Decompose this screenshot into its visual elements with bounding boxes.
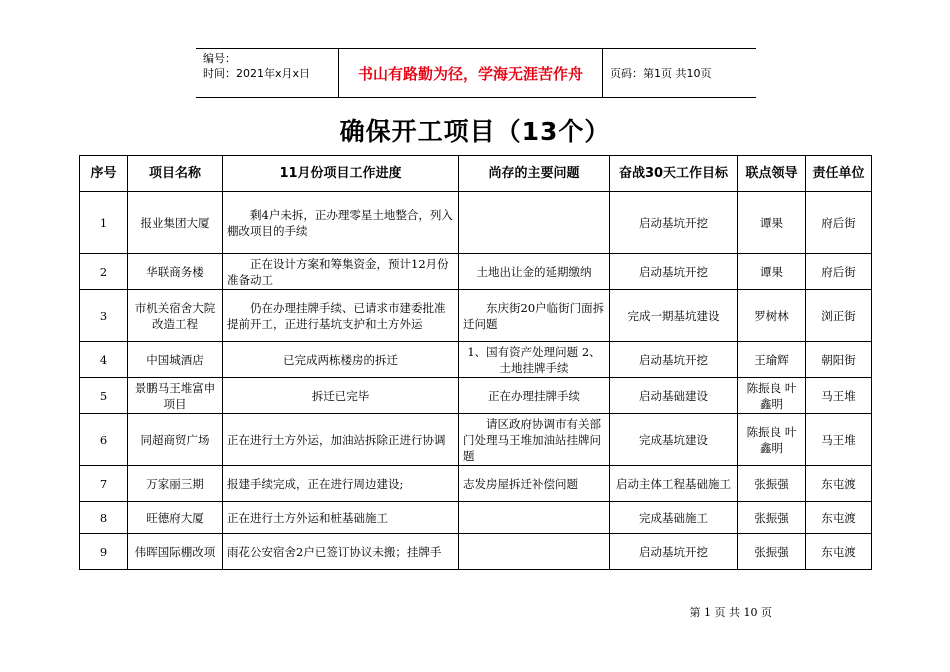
cell-progress: 雨花公安宿舍2户已签订协议未搬；挂牌手 [223,534,459,570]
cell-issue: 请区政府协调市有关部门处理马王堆加油站挂牌问题 [459,414,610,466]
cell-no: 4 [80,342,128,378]
cell-progress: 已完成两栋楼房的拆迁 [223,342,459,378]
cell-leader: 谭果 [738,254,806,290]
col-header: 序号 [80,156,128,192]
cell-issue: 正在办理挂牌手续 [459,378,610,414]
col-header: 责任单位 [806,156,872,192]
col-header: 项目名称 [128,156,223,192]
cell-issue: 东庆街20户临街门面拆迁问题 [459,290,610,342]
cell-unit: 府后街 [806,254,872,290]
table-row [80,502,872,534]
table-row [80,534,872,570]
cell-leader: 陈振良 叶鑫明 [738,414,806,466]
cell-goal: 启动基础建设 [610,378,738,414]
projects-table [79,155,872,570]
col-header: 尚存的主要问题 [459,156,610,192]
table-row [80,290,872,342]
cell-goal: 完成基础施工 [610,502,738,534]
table-row [80,342,872,378]
cell-leader: 罗树林 [738,290,806,342]
cell-name: 报业集团大厦 [128,192,223,254]
cell-goal: 启动基坑开挖 [610,254,738,290]
cell-no: 3 [80,290,128,342]
cell-issue: 志发房屋拆迁补偿问题 [459,466,610,502]
table-row [80,378,872,414]
cell-progress: 报建手续完成，正在进行周边建设; [223,466,459,502]
cell-progress: 正在进行土方外运，加油站拆除正进行协调 [223,414,459,466]
cell-leader: 谭果 [738,192,806,254]
header-meta [196,49,339,97]
table-row [80,466,872,502]
cell-name: 中国城酒店 [128,342,223,378]
cell-leader: 陈振良 叶鑫明 [738,378,806,414]
page-header [196,48,756,98]
cell-progress: 正在设计方案和筹集资金，预计12月份准备动工 [223,254,459,290]
table-header-row [80,156,872,192]
cell-goal: 启动基坑开挖 [610,342,738,378]
cell-progress: 拆迁已完毕 [223,378,459,414]
cell-goal: 完成基坑建设 [610,414,738,466]
cell-name: 伟晖国际棚改项 [128,534,223,570]
cell-unit: 浏正街 [806,290,872,342]
cell-unit: 东屯渡 [806,534,872,570]
col-header: 11月份项目工作进度 [223,156,459,192]
cell-unit: 马王堆 [806,414,872,466]
cell-issue [459,534,610,570]
cell-no: 5 [80,378,128,414]
cell-progress: 正在进行土方外运和桩基础施工 [223,502,459,534]
cell-goal: 启动基坑开挖 [610,192,738,254]
cell-no: 8 [80,502,128,534]
col-header: 奋战30天工作目标 [610,156,738,192]
table-row [80,192,872,254]
cell-issue: 1、国有资产处理问题 2、土地挂牌手续 [459,342,610,378]
cell-leader: 王瑜辉 [738,342,806,378]
time-label: 时间：2021年x月x日 [203,67,311,80]
cell-no: 1 [80,192,128,254]
cell-issue [459,502,610,534]
cell-leader: 张振强 [738,502,806,534]
header-page-info: 页码：第1页 共10页 [610,67,712,80]
cell-no: 2 [80,254,128,290]
col-header: 联点领导 [738,156,806,192]
cell-unit: 府后街 [806,192,872,254]
cell-issue: 土地出让金的延期缴纳 [459,254,610,290]
header-motto: 书山有路勤为径，学海无涯苦作舟 [339,49,603,97]
cell-no: 6 [80,414,128,466]
cell-unit: 朝阳街 [806,342,872,378]
cell-unit: 马王堆 [806,378,872,414]
cell-progress: 剩4户未拆，正办理零星土地整合，列入棚改项目的手续 [223,192,459,254]
cell-leader: 张振强 [738,466,806,502]
cell-name: 市机关宿舍大院改造工程 [128,290,223,342]
cell-no: 7 [80,466,128,502]
page-footer: 第 1 页 共 10 页 [689,606,772,619]
cell-leader: 张振强 [738,534,806,570]
cell-unit: 东屯渡 [806,502,872,534]
cell-no: 9 [80,534,128,570]
cell-name: 华联商务楼 [128,254,223,290]
document-title: 确保开工项目（13个） [339,117,611,146]
cell-issue [459,192,610,254]
number-label: 编号： [203,52,236,65]
cell-name: 万家丽三期 [128,466,223,502]
cell-name: 旺德府大厦 [128,502,223,534]
table-row [80,414,872,466]
cell-name: 景鹏马王堆富申项目 [128,378,223,414]
cell-progress: 仍在办理挂牌手续、已请求市建委批准提前开工，正进行基坑支护和土方外运 [223,290,459,342]
cell-name: 同超商贸广场 [128,414,223,466]
cell-goal: 启动主体工程基础施工 [610,466,738,502]
table-row [80,254,872,290]
cell-goal: 启动基坑开挖 [610,534,738,570]
cell-goal: 完成一期基坑建设 [610,290,738,342]
cell-unit: 东屯渡 [806,466,872,502]
